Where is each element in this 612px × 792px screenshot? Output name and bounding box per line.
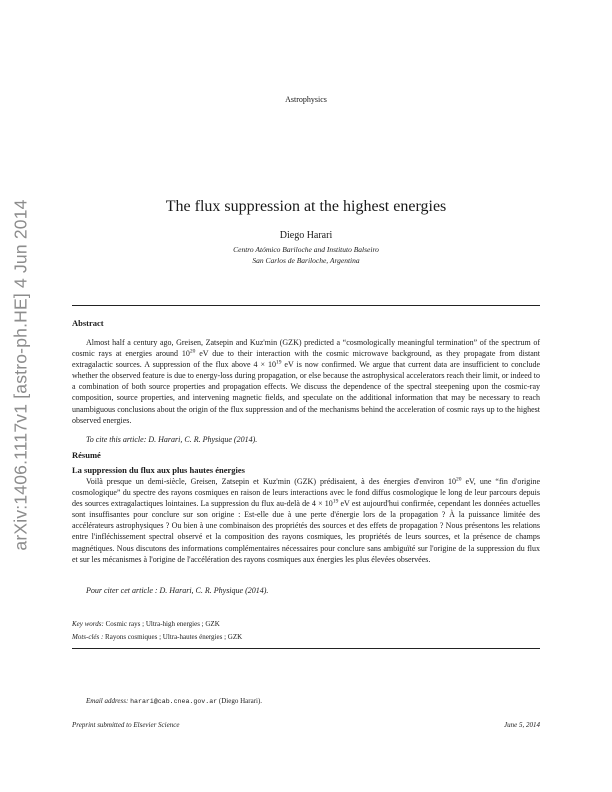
cite-french: Pour citer cet article : D. Harari, C. R. Physique (2014).: [86, 586, 269, 595]
resume-text-part: eV, une “fin d'origine cosmologique” du spectre des rayons cosmiques en raison de leurs interactions avec le fond diffus cosmologique le long de leur parcours depuis des sources extragalactiques lointaines. La suppression du flux au-delà de 4 × 10: [72, 477, 541, 509]
resume-heading: Résumé: [72, 450, 101, 460]
affiliation-line-1: Centro Atómico Bariloche and Instituto Balseiro: [233, 245, 379, 254]
email-owner: (Diego Harari).: [218, 697, 263, 705]
motscles-line: [72, 633, 242, 641]
email-label: Email address:: [86, 697, 129, 705]
abstract-exponent: 19: [275, 359, 282, 366]
footer-date: June 5, 2014: [504, 721, 540, 729]
keywords-label: Key words:: [72, 620, 104, 628]
email-footnote: [86, 697, 262, 705]
resume-title: La suppression du flux aux plus hautes énergies: [72, 465, 245, 475]
paper-title: The flux suppression at the highest energies: [165, 198, 447, 215]
email-link[interactable]: harari@cab.cnea.gov.ar: [130, 698, 218, 705]
abstract-text: [72, 337, 540, 426]
resume-text-part: Voilà presque un demi-siècle, Greisen, Zatsepin et Kuz'min (GZK) prédisaient, à des énergies d'environ 10: [86, 477, 456, 486]
cite-english: To cite this article: D. Harari, C. R. Physique (2014).: [86, 435, 258, 444]
motscles-value: Rayons cosmiques ; Ultra-hautes énergies ; GZK: [105, 633, 243, 641]
footer-preprint: Preprint submitted to Elsevier Science: [72, 721, 180, 729]
resume-text: [72, 476, 540, 565]
resume-exponent: 20: [455, 476, 462, 483]
abstract-text-part: Almost half a century ago, Greisen, Zatsepin and Kuz'min (GZK) predicted a “cosmologically meaningful termination” of the spectrum of cosmic rays at energies around 10: [72, 338, 540, 359]
journal-section: Astrophysics: [285, 95, 327, 104]
arxiv-id: arXiv:1406.1117v1 [astro-ph.HE] 4 Jun 2014: [10, 199, 31, 551]
keywords-value: Cosmic rays ; Ultra-high energies ; GZK: [105, 620, 220, 628]
resume-exponent: 19: [332, 498, 339, 505]
affiliation-line-2: San Carlos de Bariloche, Argentina: [252, 256, 360, 265]
abstract-text-part: eV is now confirmed. We argue that current data are insufficient to conclude whether the observed feature is due to energy-loss during propagation, or else because the astrophysical accelerators reach their limit, or indeed to a combination of both source properties and propagation effects. We discuss the dependence of the spectral steepening upon the cosmic-ray composition, source properties, and intervening magnetic fields, and speculate on the additional information that may be necessary to reach unambiguous conclusions about the origin of the flux suppression and of the mechanisms behind the acceleration of cosmic rays up to the highest observed energies.: [72, 360, 541, 425]
top-rule: [72, 305, 540, 306]
bottom-rule: [72, 648, 540, 649]
abstract-text-part: eV due to their interaction with the cosmic microwave background, as they propagate from distant extragalactic sources. A suppression of the flux above 4 × 10: [72, 349, 540, 370]
abstract-heading: Abstract: [72, 318, 104, 328]
author-name: Diego Harari: [279, 230, 333, 241]
motscles-label: Mots-clés :: [72, 633, 104, 641]
abstract-exponent: 20: [189, 348, 196, 355]
resume-text-part: eV est aujourd'hui confirmée, cependant les données actuelles sont insuffisantes pour conclure sur son origine : Est-elle due à une perte d'énergie lors de la propagation ? À la puissance limitée des accélérateurs astrophysiques ? Ou bien à une combinaison des propriétés des sources et des effets de propagation ? Nous présentons les relations entre l'infléchissement spectral observé et la composition des rayons cosmiques, les propriétés de leurs sources, et la présence de champs magnétiques. Nous discutons des informations complémentaires nécessaires pour conclure sans ambiguïté sur l'origine de la suppression du flux et sur les mécanismes à l'origine de l'accélération des rayons cosmiques aux énergies les plus élevées observées.: [72, 499, 541, 564]
keywords-line: [72, 620, 220, 628]
